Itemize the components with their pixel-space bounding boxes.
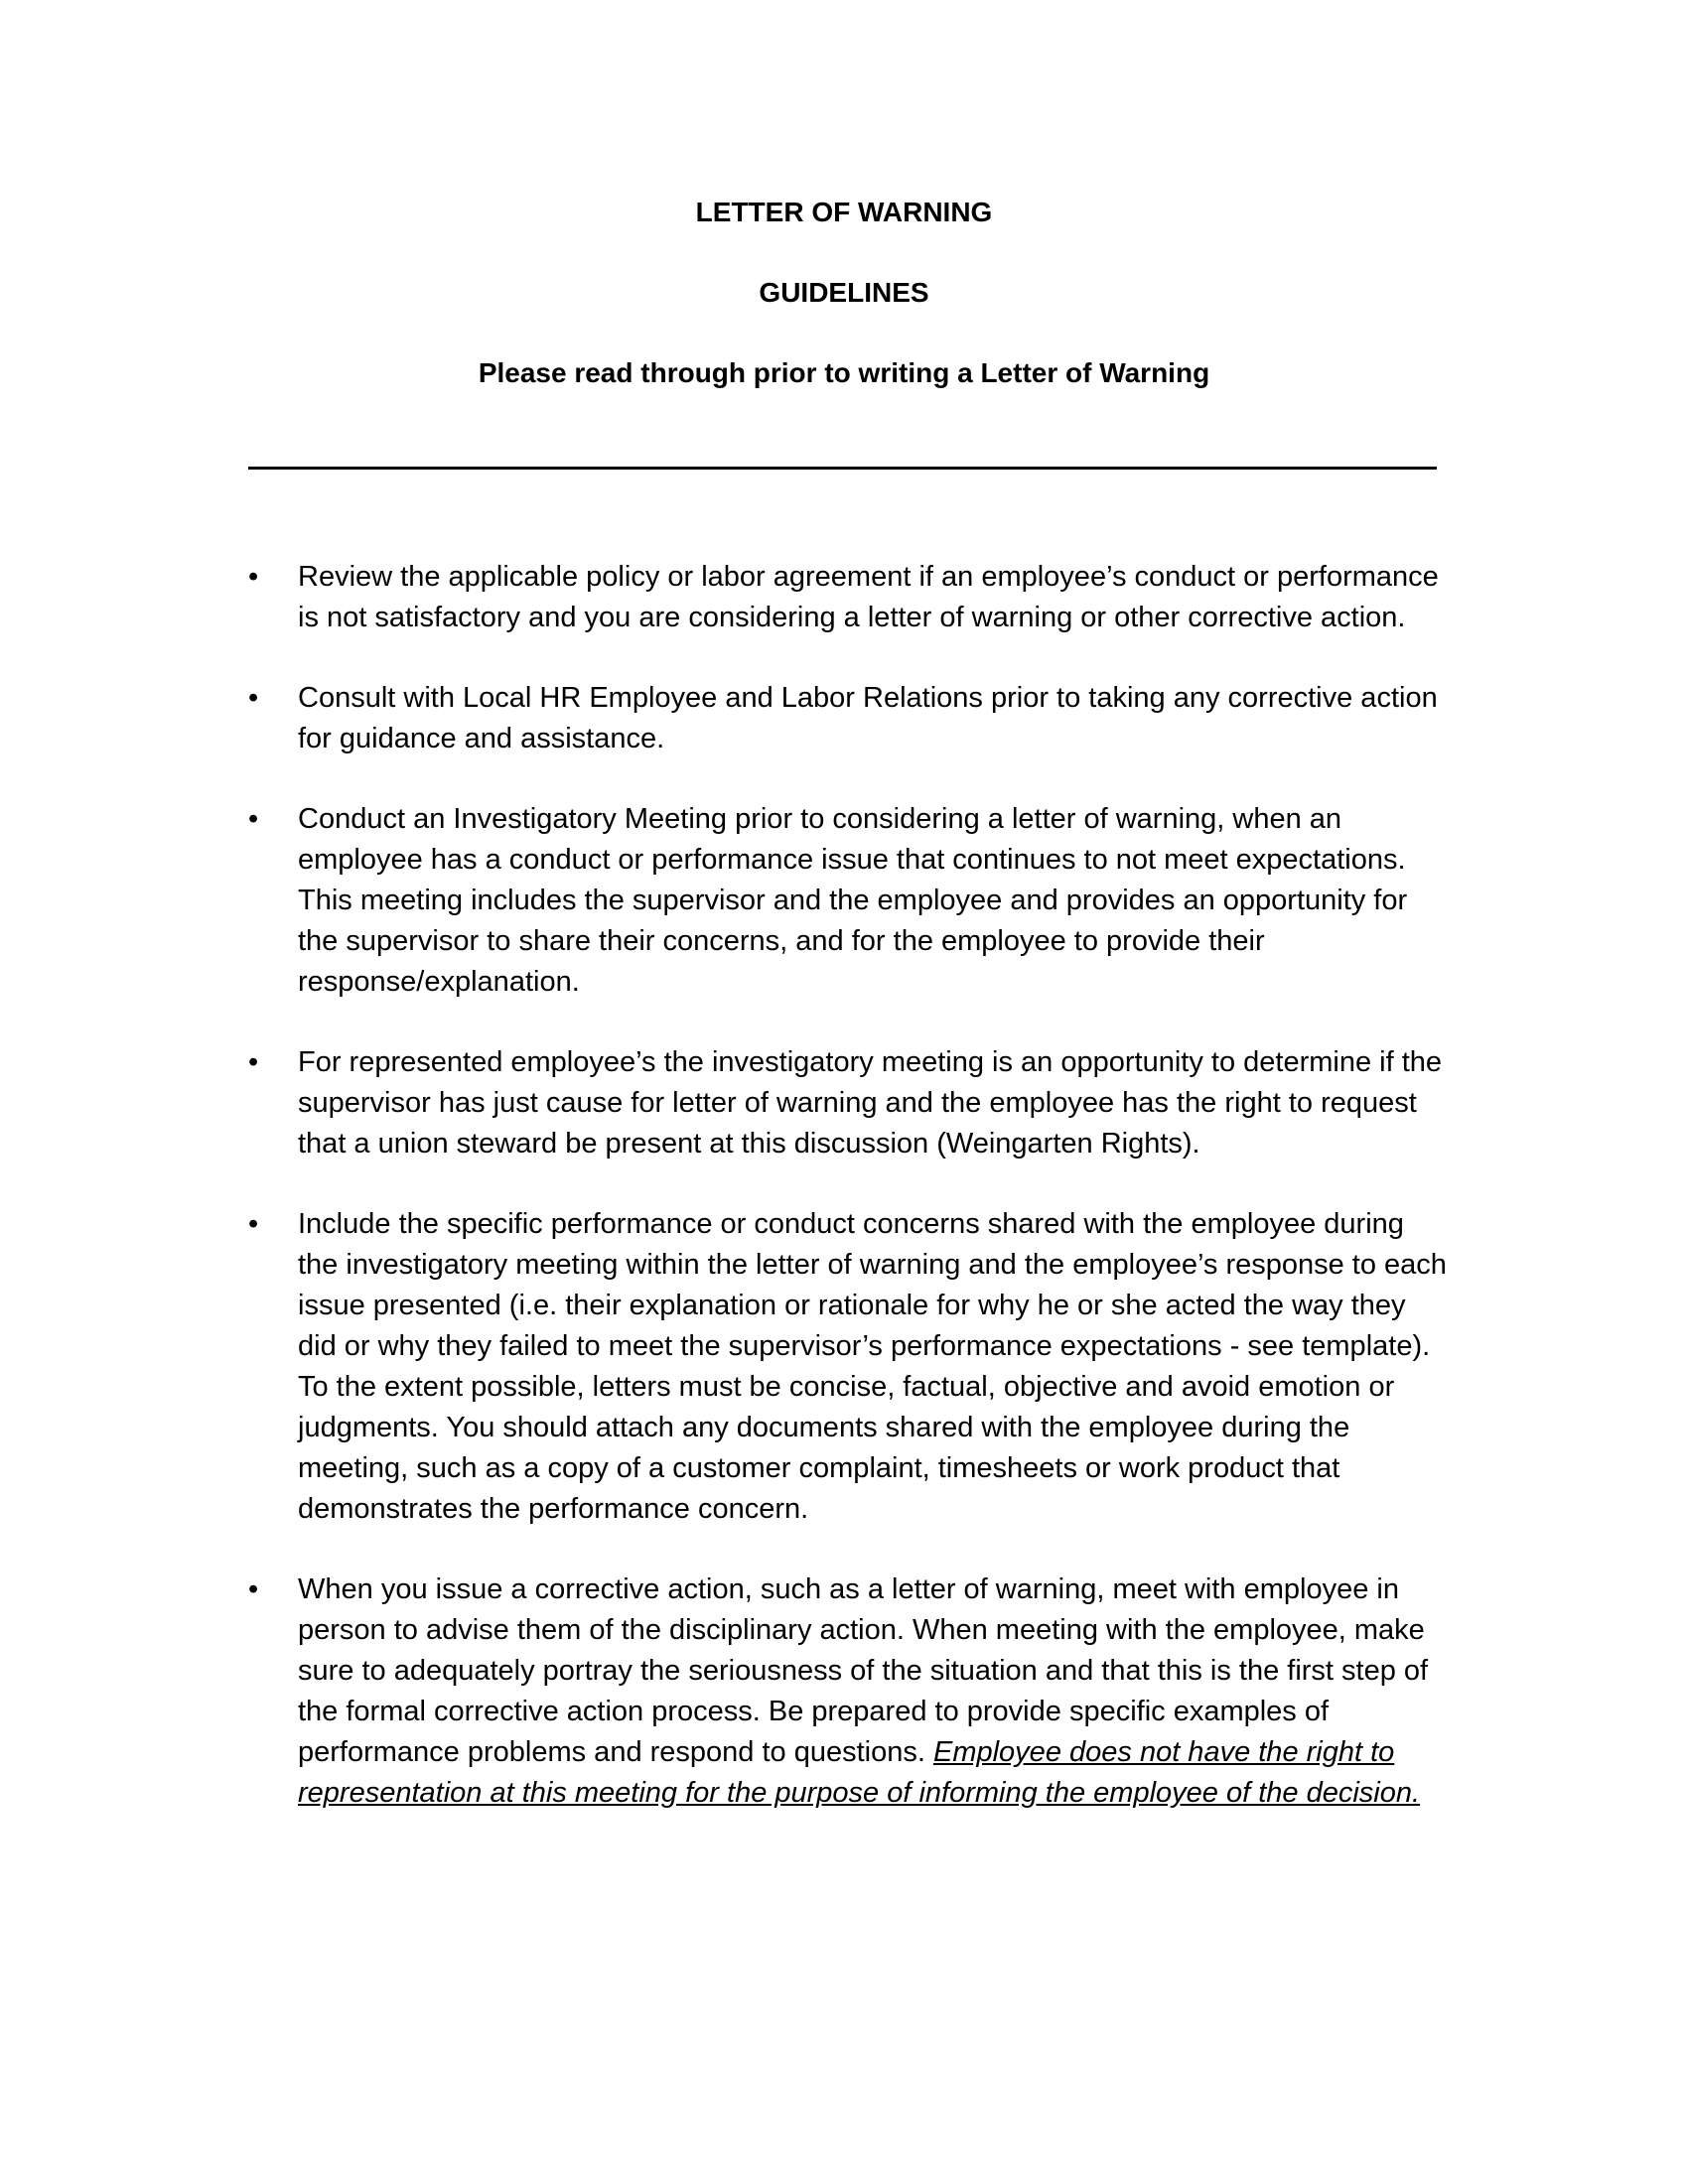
guideline-text: Conduct an Investigatory Meeting prior to considering a letter of warning, when an employee has a conduct or performance issue that continues to not meet expectations. This meeting includes the supervisor and the employee and provides an opportunity for the supervisor to share their concerns, and for the employee to provide their response/explanation. [298, 803, 1408, 998]
guideline-item-review-policy [248, 557, 1450, 638]
guidelines-list [248, 557, 1450, 1853]
bullet-icon: • [248, 561, 259, 593]
document-instruction: Please read through prior to writing a Letter of Warning [478, 357, 1210, 388]
guideline-text: Include the specific performance or conduct concerns shared with the employee during the investigatory meeting within the letter of warning and the employee’s response to each issue presented (i.e. their explanation or rationale for why he or she acted the way they did or why they failed to meet the supervisor’s performance expectations - see template). To the extent possible, letters must be concise, factual, objective and avoid emotion or judgments. You should attach any documents shared with the employee during the meeting, such as a copy of a customer complaint, timesheets or work product that demonstrates the performance concern. [298, 1208, 1447, 1525]
guideline-text: Review the applicable policy or labor agreement if an employee’s conduct or performance is not satisfactory and you are considering a letter of warning or other corrective action. [298, 561, 1439, 633]
document-title: LETTER OF WARNING [695, 197, 993, 227]
bullet-icon: • [248, 803, 259, 835]
guideline-item-investigatory-meeting [248, 799, 1450, 1003]
bullet-icon: • [248, 682, 259, 714]
bullet-icon: • [248, 1573, 259, 1605]
guideline-text: When you issue a corrective action, such as a letter of warning, meet with employee in person to advise them of the disciplinary action. When meeting with the employee, make sure to adequately portray the seriousness of the situation and that this is the first step of the formal corrective action process. Be prepared to provide specific examples of performance problems and respond to questions. [298, 1573, 1429, 1768]
bullet-icon: • [248, 1046, 259, 1078]
guideline-item-issue-corrective-action [248, 1570, 1450, 1814]
guideline-item-represented-employees [248, 1042, 1450, 1164]
document-subtitle: GUIDELINES [759, 277, 929, 308]
horizontal-divider [248, 467, 1437, 470]
guideline-text: For represented employee’s the investigatory meeting is an opportunity to determine if the supervisor has just cause for letter of warning and the employee has the right to request that a union steward be present at this discussion (Weingarten Rights). [298, 1046, 1443, 1160]
guideline-item-consult-hr [248, 678, 1450, 759]
bullet-icon: • [248, 1208, 259, 1240]
guideline-emphasis-note: Employee does not have the right to representation at this meeting for the purpose of informing the employee of the decision. [298, 1736, 1421, 1809]
guideline-text: Consult with Local HR Employee and Labor Relations prior to taking any corrective action for guidance and assistance. [298, 682, 1438, 754]
guideline-item-include-concerns [248, 1204, 1450, 1530]
